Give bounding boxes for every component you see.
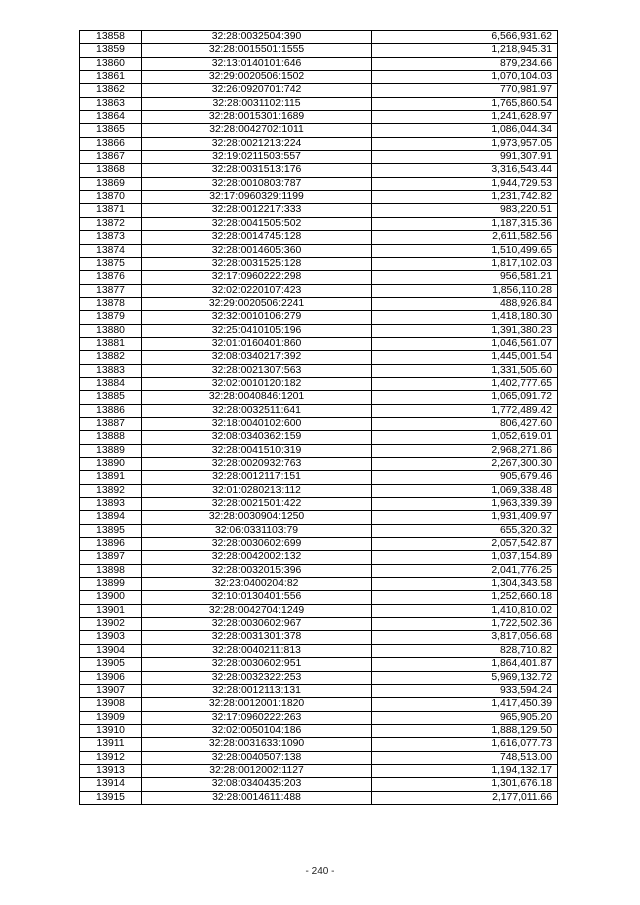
value-cell: 488,926.84 xyxy=(372,297,558,310)
value-cell: 1,931,409.97 xyxy=(372,511,558,524)
row-number-cell: 13877 xyxy=(80,284,142,297)
row-number-cell: 13861 xyxy=(80,71,142,84)
cadastral-number-cell: 32:28:0030602:951 xyxy=(142,658,372,671)
cadastral-number-cell: 32:19:0211503:557 xyxy=(142,151,372,164)
value-cell: 1,231,742.82 xyxy=(372,191,558,204)
table-row xyxy=(80,204,558,217)
table-row xyxy=(80,618,558,631)
row-number-cell: 13907 xyxy=(80,684,142,697)
value-cell: 828,710.82 xyxy=(372,644,558,657)
table-row xyxy=(80,377,558,390)
value-cell: 1,086,044.34 xyxy=(372,124,558,137)
row-number-cell: 13870 xyxy=(80,191,142,204)
row-number-cell: 13871 xyxy=(80,204,142,217)
value-cell: 956,581.21 xyxy=(372,271,558,284)
table-row xyxy=(80,297,558,310)
value-cell: 905,679.46 xyxy=(372,471,558,484)
cadastral-number-cell: 32:18:0040102:600 xyxy=(142,417,372,430)
value-cell: 933,594.24 xyxy=(372,684,558,697)
value-cell: 1,888,129.50 xyxy=(372,724,558,737)
row-number-cell: 13867 xyxy=(80,151,142,164)
table-row xyxy=(80,257,558,270)
row-number-cell: 13887 xyxy=(80,417,142,430)
table-row xyxy=(80,471,558,484)
row-number-cell: 13893 xyxy=(80,498,142,511)
row-number-cell: 13909 xyxy=(80,711,142,724)
row-number-cell: 13888 xyxy=(80,431,142,444)
cadastral-number-cell: 32:29:0020506:2241 xyxy=(142,297,372,310)
cadastral-number-cell: 32:08:0340362:159 xyxy=(142,431,372,444)
value-cell: 1,241,628.97 xyxy=(372,111,558,124)
row-number-cell: 13880 xyxy=(80,324,142,337)
table-row xyxy=(80,711,558,724)
cadastral-number-cell: 32:28:0031633:1090 xyxy=(142,738,372,751)
row-number-cell: 13900 xyxy=(80,591,142,604)
cadastral-number-cell: 32:28:0040846:1201 xyxy=(142,391,372,404)
row-number-cell: 13858 xyxy=(80,31,142,44)
table-row xyxy=(80,71,558,84)
cadastral-number-cell: 32:28:0041505:502 xyxy=(142,217,372,230)
row-number-cell: 13901 xyxy=(80,604,142,617)
cadastral-number-cell: 32:28:0030602:967 xyxy=(142,618,372,631)
table-row xyxy=(80,151,558,164)
table-row xyxy=(80,417,558,430)
table-row xyxy=(80,284,558,297)
row-number-cell: 13902 xyxy=(80,618,142,631)
value-cell: 2,041,776.25 xyxy=(372,564,558,577)
value-cell: 2,177,011.66 xyxy=(372,791,558,804)
table-row xyxy=(80,698,558,711)
cadastral-number-cell: 32:26:0920701:742 xyxy=(142,84,372,97)
row-number-cell: 13914 xyxy=(80,778,142,791)
table-row xyxy=(80,351,558,364)
row-number-cell: 13894 xyxy=(80,511,142,524)
cadastral-number-cell: 32:28:0030904:1250 xyxy=(142,511,372,524)
table-row xyxy=(80,337,558,350)
cadastral-number-cell: 32:28:0021501:422 xyxy=(142,498,372,511)
value-cell: 2,968,271.86 xyxy=(372,444,558,457)
cadastral-number-cell: 32:28:0012217:333 xyxy=(142,204,372,217)
cadastral-number-cell: 32:25:0410105:196 xyxy=(142,324,372,337)
cadastral-number-cell: 32:13:0140101:646 xyxy=(142,57,372,70)
value-cell: 1,052,619.01 xyxy=(372,431,558,444)
value-cell: 879,234.66 xyxy=(372,57,558,70)
table-row xyxy=(80,738,558,751)
table-row xyxy=(80,177,558,190)
row-number-cell: 13899 xyxy=(80,578,142,591)
row-number-cell: 13875 xyxy=(80,257,142,270)
cadastral-number-cell: 32:08:0340435:203 xyxy=(142,778,372,791)
row-number-cell: 13912 xyxy=(80,751,142,764)
row-number-cell: 13864 xyxy=(80,111,142,124)
value-cell: 5,969,132.72 xyxy=(372,671,558,684)
table-row xyxy=(80,604,558,617)
cadastral-number-cell: 32:32:0010106:279 xyxy=(142,311,372,324)
table-row xyxy=(80,311,558,324)
cadastral-number-cell: 32:02:0220107:423 xyxy=(142,284,372,297)
cadastral-number-cell: 32:23:0400204:82 xyxy=(142,578,372,591)
table-row xyxy=(80,764,558,777)
cadastral-number-cell: 32:02:0010120:182 xyxy=(142,377,372,390)
row-number-cell: 13859 xyxy=(80,44,142,57)
row-number-cell: 13897 xyxy=(80,551,142,564)
cadastral-number-cell: 32:29:0020506:1502 xyxy=(142,71,372,84)
value-cell: 1,194,132.17 xyxy=(372,764,558,777)
cadastral-number-cell: 32:28:0040507:138 xyxy=(142,751,372,764)
cadastral-number-cell: 32:17:0960222:263 xyxy=(142,711,372,724)
cadastral-number-cell: 32:28:0042704:1249 xyxy=(142,604,372,617)
row-number-cell: 13874 xyxy=(80,244,142,257)
row-number-cell: 13892 xyxy=(80,484,142,497)
value-cell: 1,772,489.42 xyxy=(372,404,558,417)
value-cell: 1,410,810.02 xyxy=(372,604,558,617)
value-cell: 1,722,502.36 xyxy=(372,618,558,631)
table-row xyxy=(80,124,558,137)
table-row xyxy=(80,778,558,791)
value-cell: 1,963,339.39 xyxy=(372,498,558,511)
table-row xyxy=(80,538,558,551)
value-cell: 1,944,729.53 xyxy=(372,177,558,190)
value-cell: 983,220.51 xyxy=(372,204,558,217)
cadastral-number-cell: 32:28:0042002:132 xyxy=(142,551,372,564)
cadastral-number-cell: 32:10:0130401:556 xyxy=(142,591,372,604)
table-row xyxy=(80,44,558,57)
cadastral-number-cell: 32:28:0012113:131 xyxy=(142,684,372,697)
table-row xyxy=(80,724,558,737)
value-cell: 965,905.20 xyxy=(372,711,558,724)
table-row xyxy=(80,498,558,511)
cadastral-number-cell: 32:08:0340217:392 xyxy=(142,351,372,364)
table-row xyxy=(80,591,558,604)
table-row xyxy=(80,564,558,577)
value-cell: 1,070,104.03 xyxy=(372,71,558,84)
value-cell: 1,973,957.05 xyxy=(372,137,558,150)
value-cell: 1,301,676.18 xyxy=(372,778,558,791)
value-cell: 1,402,777.65 xyxy=(372,377,558,390)
row-number-cell: 13882 xyxy=(80,351,142,364)
cadastral-number-cell: 32:28:0031513:176 xyxy=(142,164,372,177)
table-row xyxy=(80,231,558,244)
cadastral-number-cell: 32:28:0032322:253 xyxy=(142,671,372,684)
table-row xyxy=(80,97,558,110)
value-cell: 3,817,056.68 xyxy=(372,631,558,644)
row-number-cell: 13910 xyxy=(80,724,142,737)
value-cell: 1,065,091.72 xyxy=(372,391,558,404)
row-number-cell: 13865 xyxy=(80,124,142,137)
value-cell: 1,817,102.03 xyxy=(372,257,558,270)
cadastral-number-cell: 32:28:0032015:396 xyxy=(142,564,372,577)
cadastral-number-cell: 32:28:0010803:787 xyxy=(142,177,372,190)
row-number-cell: 13906 xyxy=(80,671,142,684)
cadastral-number-cell: 32:28:0012117:151 xyxy=(142,471,372,484)
table-row xyxy=(80,791,558,804)
cadastral-number-cell: 32:01:0160401:860 xyxy=(142,337,372,350)
value-cell: 806,427.60 xyxy=(372,417,558,430)
row-number-cell: 13889 xyxy=(80,444,142,457)
cadastral-number-cell: 32:28:0031102:115 xyxy=(142,97,372,110)
table-row xyxy=(80,271,558,284)
row-number-cell: 13873 xyxy=(80,231,142,244)
cadastral-number-cell: 32:01:0280213:112 xyxy=(142,484,372,497)
table-row xyxy=(80,324,558,337)
row-number-cell: 13868 xyxy=(80,164,142,177)
value-cell: 655,320.32 xyxy=(372,524,558,537)
table-row xyxy=(80,391,558,404)
cadastral-number-cell: 32:28:0014611:488 xyxy=(142,791,372,804)
cadastral-number-cell: 32:28:0032511:641 xyxy=(142,404,372,417)
table-row xyxy=(80,458,558,471)
row-number-cell: 13860 xyxy=(80,57,142,70)
row-number-cell: 13895 xyxy=(80,524,142,537)
value-cell: 748,513.00 xyxy=(372,751,558,764)
cadastral-number-cell: 32:28:0021213:224 xyxy=(142,137,372,150)
table-row xyxy=(80,631,558,644)
value-cell: 1,391,380.23 xyxy=(372,324,558,337)
value-cell: 1,218,945.31 xyxy=(372,44,558,57)
value-cell: 6,566,931.62 xyxy=(372,31,558,44)
cadastral-number-cell: 32:02:0050104:186 xyxy=(142,724,372,737)
cadastral-number-cell: 32:28:0012001:1820 xyxy=(142,698,372,711)
value-cell: 1,765,860.54 xyxy=(372,97,558,110)
value-cell: 1,418,180.30 xyxy=(372,311,558,324)
row-number-cell: 13904 xyxy=(80,644,142,657)
table-row xyxy=(80,431,558,444)
cadastral-number-cell: 32:28:0032504:390 xyxy=(142,31,372,44)
table-row xyxy=(80,164,558,177)
table-row xyxy=(80,684,558,697)
table-row xyxy=(80,137,558,150)
value-cell: 1,304,343.58 xyxy=(372,578,558,591)
table-row xyxy=(80,658,558,671)
cadastral-number-cell: 32:28:0042702:1011 xyxy=(142,124,372,137)
table-row xyxy=(80,364,558,377)
row-number-cell: 13903 xyxy=(80,631,142,644)
value-cell: 3,316,543.44 xyxy=(372,164,558,177)
cadastral-number-cell: 32:28:0014605:360 xyxy=(142,244,372,257)
table-row xyxy=(80,217,558,230)
cadastral-number-cell: 32:28:0015501:1555 xyxy=(142,44,372,57)
row-number-cell: 13866 xyxy=(80,137,142,150)
cadastral-number-cell: 32:28:0031525:128 xyxy=(142,257,372,270)
table-row xyxy=(80,244,558,257)
cadastral-number-cell: 32:28:0030602:699 xyxy=(142,538,372,551)
value-cell: 2,611,582.56 xyxy=(372,231,558,244)
row-number-cell: 13878 xyxy=(80,297,142,310)
row-number-cell: 13869 xyxy=(80,177,142,190)
table-row xyxy=(80,671,558,684)
cadastral-number-cell: 32:28:0031301:378 xyxy=(142,631,372,644)
value-cell: 1,331,505.60 xyxy=(372,364,558,377)
page-number: - 240 - xyxy=(305,866,335,877)
row-number-cell: 13896 xyxy=(80,538,142,551)
table-row xyxy=(80,111,558,124)
cadastral-value-table xyxy=(79,30,558,805)
value-cell: 2,267,300.30 xyxy=(372,458,558,471)
table-row xyxy=(80,484,558,497)
row-number-cell: 13908 xyxy=(80,698,142,711)
value-cell: 1,616,077.73 xyxy=(372,738,558,751)
table-row xyxy=(80,524,558,537)
row-number-cell: 13898 xyxy=(80,564,142,577)
cadastral-number-cell: 32:17:0960222:298 xyxy=(142,271,372,284)
value-cell: 1,856,110.28 xyxy=(372,284,558,297)
row-number-cell: 13863 xyxy=(80,97,142,110)
value-cell: 1,046,561.07 xyxy=(372,337,558,350)
table-row xyxy=(80,404,558,417)
cadastral-number-cell: 32:28:0020932:763 xyxy=(142,458,372,471)
row-number-cell: 13879 xyxy=(80,311,142,324)
table-row xyxy=(80,191,558,204)
row-number-cell: 13911 xyxy=(80,738,142,751)
value-cell: 1,069,338.48 xyxy=(372,484,558,497)
value-cell: 1,037,154.89 xyxy=(372,551,558,564)
row-number-cell: 13886 xyxy=(80,404,142,417)
row-number-cell: 13915 xyxy=(80,791,142,804)
table-row xyxy=(80,84,558,97)
row-number-cell: 13890 xyxy=(80,458,142,471)
table-row xyxy=(80,551,558,564)
row-number-cell: 13905 xyxy=(80,658,142,671)
table-row xyxy=(80,644,558,657)
cadastral-number-cell: 32:28:0041510:319 xyxy=(142,444,372,457)
row-number-cell: 13884 xyxy=(80,377,142,390)
value-cell: 1,445,001.54 xyxy=(372,351,558,364)
table-row xyxy=(80,578,558,591)
row-number-cell: 13891 xyxy=(80,471,142,484)
row-number-cell: 13881 xyxy=(80,337,142,350)
value-cell: 2,057,542.87 xyxy=(372,538,558,551)
table-body xyxy=(80,31,558,805)
row-number-cell: 13876 xyxy=(80,271,142,284)
table-row xyxy=(80,444,558,457)
value-cell: 1,510,499.65 xyxy=(372,244,558,257)
row-number-cell: 13885 xyxy=(80,391,142,404)
table-row xyxy=(80,751,558,764)
table-row xyxy=(80,511,558,524)
cadastral-number-cell: 32:28:0014745:128 xyxy=(142,231,372,244)
value-cell: 1,252,660.18 xyxy=(372,591,558,604)
row-number-cell: 13872 xyxy=(80,217,142,230)
cadastral-number-cell: 32:28:0021307:563 xyxy=(142,364,372,377)
value-cell: 1,187,315.36 xyxy=(372,217,558,230)
table-row xyxy=(80,57,558,70)
value-cell: 1,417,450.39 xyxy=(372,698,558,711)
row-number-cell: 13883 xyxy=(80,364,142,377)
row-number-cell: 13862 xyxy=(80,84,142,97)
cadastral-number-cell: 32:17:0960329:1199 xyxy=(142,191,372,204)
cadastral-number-cell: 32:28:0040211:813 xyxy=(142,644,372,657)
row-number-cell: 13913 xyxy=(80,764,142,777)
table-row xyxy=(80,31,558,44)
cadastral-number-cell: 32:28:0012002:1127 xyxy=(142,764,372,777)
value-cell: 1,864,401.87 xyxy=(372,658,558,671)
cadastral-number-cell: 32:28:0015301:1689 xyxy=(142,111,372,124)
value-cell: 991,307.91 xyxy=(372,151,558,164)
value-cell: 770,981.97 xyxy=(372,84,558,97)
cadastral-number-cell: 32:06:0331103:79 xyxy=(142,524,372,537)
